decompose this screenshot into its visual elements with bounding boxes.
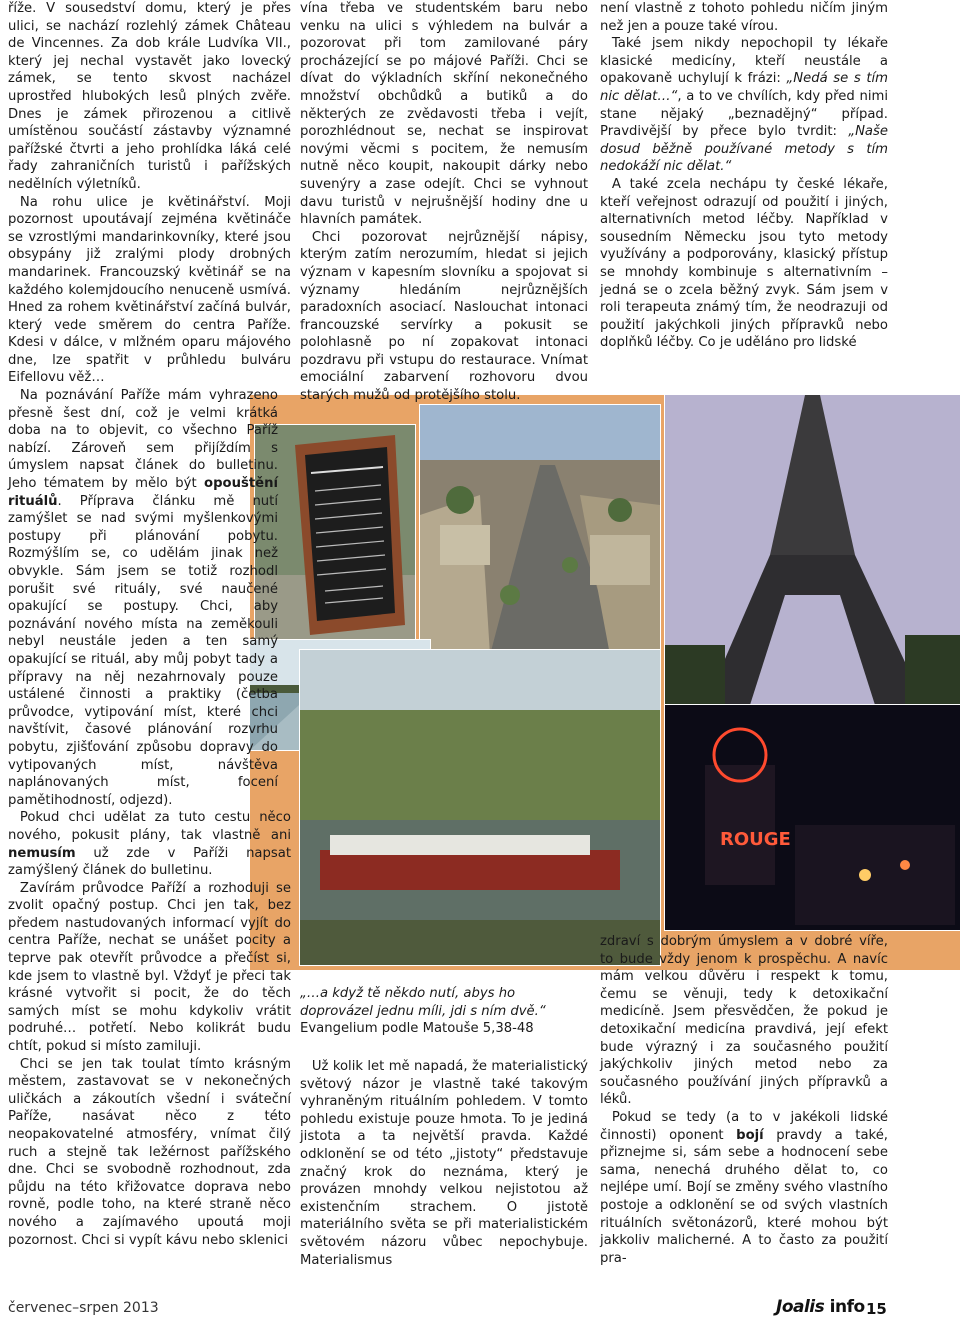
text-column-1 [8,0,291,1249]
photo-seine-boat [300,650,660,965]
text-column-3 [600,0,888,352]
paragraph: Na poznávání Paříže mám vyhrazeno přesně šest dní, což je velmi krátká doba na to objevit, co všechno Paříž nabízí. Zároveň sem přijíždím s úmyslem napsat článek do bulletinu. Jeho tématem by mělo být opouštění rituálů. Příprava článku mě nutí zamýšlet se nad svými myšlenkovými postupy při plánování pobytu. Rozmýšlím se, co udělám jinak než obvykle. Sám jsem se totiž rozhodl porušit své rituály, své naučené opakující se postupy. Chci, aby poznávání nového místa na zeměkouli nebyl neustále jeden a ten samý opakující se rituál, aby můj pobyt tady a přípravy na něj nezahrnovaly pouze ustálené činnosti a praktiky (četba průvodce, vytipování míst, které chci navštívit, časové plánování rozvrhu pobytu, zjišťování způsobu dopravy do vytipovaných míst, návštěva naplánovaných míst, focení pamětihodností, odjezd). [8,388,278,808]
photo-paris-aerial [420,405,660,655]
paragraph: vína třeba ve studentském baru nebo venku na ulici s výhledem na bulvár a pozorovat při tom zamilované páry procházející se po májové Paříži. Chci se dívat do výkladních skříní nekonečného množství obchůdků a butiků a do některých ze zvědavosti třeba i vejít, porozhlédnout se, nechat se inspirovat novými věcmi s pocitem, že nemusím nutně něco koupit, nakoupit dárky nebo suvenýry a zase odejít. Chci se vyhnout davu turistů v nejrušnější hodiny dne u hlavních památek. [300,1,588,228]
italic-phrase: „Naše dosud běžně používané metody s tím nedokáží nic dělat.“ [600,124,888,175]
italic-phrase: „Nedá se s tím nic dělat…“ [600,71,888,104]
paragraph: Chci pozorovat nejrůznější nápisy, kterým zatím nerozumím, hledat si jejich význam v kapesním slovníku a spojovat si významy hledáním nejrůznějších paradoxních asociací. Naslouchat intonaci francouzské servírky a pokusit se polohlasně po ní zopakovat intonaci pozdravu při vstupu do restaurace. Vnímat emociální zabarvení rozhovoru dvou starých mužů od protějšího stolu. [300,229,588,404]
joalis-info-logo: Joalis info [776,1297,865,1317]
photo-eiffel-tower [665,395,960,705]
bold-term: opouštění rituálů [8,476,278,509]
paragraph: Zavírám průvodce Paříží a rozhoduji se zvolit opačný postup. Chci jen tak, bez předem nastudovaných informací vyjít do centra Paříže, nechat se unášet pocity a teprve pak otevřít průvodce a přečíst si, kde jsem to vlastně byl. Vždyť je přeci tak krásné vytvořit si pocit, že do těch samých míst se mohu kdykoliv vrátit podruhé… potřetí. Nebo kolikrát budu chtít, pokud si místo zamiluji. [8,880,291,1055]
paragraph: říže. V sousedství domu, který je přes ulici, se nachází rozlehlý zámek Château de Vincennes. Za dob krále Ludvíka VII., který jej nechal vystavět jako lovecký zámek, se tento skvost nacházel uprostřed hlubokých lesů plných zvěře. Dnes je zámek přirozenou a citlivě umístěnou součástí zástavby významné pařížské čtvrti a jeho prohlídka láká celé řady zahraničních turistů i pařížských nedělních výletníků. [8,1,291,192]
quote-source: Evangelium podle Matouše 5,38-48 [300,1021,534,1037]
paragraph: zdraví s dobrým úmyslem a v dobré víře, to bude vždy jenom k prospěchu. A navíc mám velkou důvěru i respekt k tomu, čemu se věnuji, tedy k detoxikační medicíně. Jsem přesvědčen, že pokud je detoxikační medicína pravdivá, její efekt bude výrazný i za současného použití jakýchkoliv jiných metod nebo za současného používání jiných přípravků a léků. [600,934,888,1108]
issue-date: červenec–srpen 2013 [8,1300,159,1316]
text-column-2-bottom [300,1058,588,1269]
photo-moulin-rouge [665,705,960,930]
paragraph: A také zcela nechápu ty české lékaře, kteří veřejnost odrazují od použití i jiných, alternativních metod léčby. Například v sousedním Německu jsou tyto metody využívány a podporovány, klasický přístup se mnohdy kombinuje s alternativním – jedná se o zcela běžný zvyk. Sám jsem v roli terapeuta známý tím, že neodrazuji od použití jakýchkoli jiných přípravků nebo doplňků léčby. Co je uděláno pro lidské [600,176,888,351]
paragraph: není vlastně z tohoto pohledu ničím jiným než jen a pouze také vírou. [600,1,888,34]
bold-term: nemusím [8,845,76,861]
paragraph: Pokud se tedy (a to v jakékoli lidské činnosti) oponent bojí pravdy a také, přiznejme si, sám sebe a hodnocení sebe sama, nenechá druhého dělat to, co nejlépe umí. Bojí se změny svého vlastního postoje a odklonění se od svých vlastních rituálních světonázorů, které mohou být jakkoliv malicherné. A to často za použití pra- [600,1109,888,1266]
paragraph: Také jsem nikdy nepochopil ty lékaře klasické medicíny, kteří neustále a opakovaně uchylují k frázi: „Nedá se s tím nic dělat…“, a to ve chvílích, kdy před nimi stane nějaký „beznadějný“ případ. Pravdivější by přece bylo tvrdit: „Naše dosud běžně používané metody s tím nedokáží nic dělat.“ [600,36,888,175]
text-column-3-bottom [600,933,888,1267]
paragraph: Pokud chci udělat za tuto cestu něco nového, pokusit plány, tak vlastně ani nemusím už zde v Paříži napsat zamýšlený článek do bulletinu. [8,810,291,879]
page-number: 15 [866,1300,887,1318]
quote-text: „…a když tě někdo nutí, abys ho doprovázel jednu míli, jdi s ním dvě.“ [300,986,546,1019]
paragraph: Chci se jen tak toulat tímto krásným městem, zastavovat se v nekonečných uličkách a zákoutích všední i sváteční Paříže, nasávat něco z této neopakovatelné atmosféry, vnímat čilý ruch a stejně tak ležérnost pařížského dne. Chci se svobodně rozhodnout, zda půjdu na této křižovatce doprava nebo rovně, podle toho, na které straně něco nového a zajímavého upoutá moji pozornost. Chci si vypít kávu nebo sklenici [8,1056,291,1248]
paragraph: Už kolik let mě napadá, že materialistický světový názor je vlastně také takovým vyhraněným rituálním pohledem. V tomto pohledu existuje pouze hmota. To je jediná jistota a ta největší pravda. Každé odklonění se od této „jistoty“ představuje značný krok do neznáma, který je provázen mnohdy velkou nejistotou až existenčním strachem. O jistotě materiálního světa se při materialistickém světovém názoru vůbec nepochybuje. Materialismus [300,1059,588,1268]
text-column-2 [300,0,588,405]
bible-quote [300,985,590,1038]
paragraph: Na rohu ulice je květinářství. Moji pozornost upoutávají zejména květináče se vzrostlými mandarinkovníky, které jsou obsypány již zralými plody drobných mandarinek. Francouzský květinář se na každého kolemjdoucího nenuceně usmívá. Hned za rohem květinářství začíná bulvár, který vede směrem do centra Paříže. Kdesi v dálce, v mlžném oparu májového dne, lze spatřit v průhledu bulváru Eifellovu věž… [8,194,291,386]
bold-term: bojí [736,1127,764,1143]
sign-rouge-text: ROUGE [720,829,791,850]
